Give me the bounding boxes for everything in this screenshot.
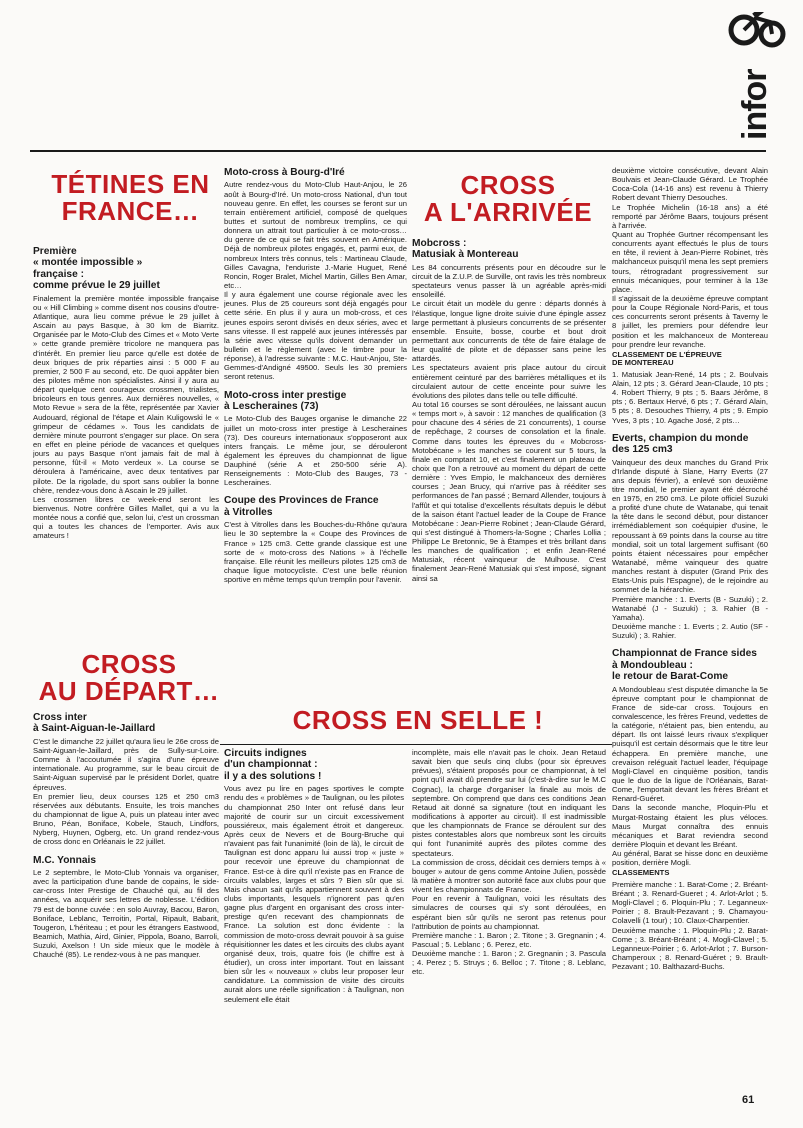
article-head-vitrolles: Coupe des Provinces de France à Vitrolles: [224, 495, 379, 518]
article-head-circuits: Circuits indignes d'un championnat : il y a des solutions !: [224, 748, 322, 782]
article-text-everts: Vainqueur des deux manches du Grand Prix d'Irlande disputé à Slane, Harry Everts (27 ans depuis février), a enlevé son deuxième titre mondial, le premier ayant été décroché en 1975, en 250 cm3. Le pilote officiel Suzuki a profité d'une chute de Watanabe, qui tenait la tête dans le second début, pour distancer irrémédiablement son coéquipier d'usine, le repoussant à 69 points dans la course au titre mondial, soit un total largement suffisant (60 points étaient nécessaires pour empêcher Watanabé, même vainqueur des quatre manches restant à disputer (Grand Prix des Etats-Unis puis l'Espagne), de le rejoindre au sommet de la hiérarchie. Première manche : 1. Everts (B - Suzuki) ; 2. Watanabé (J - Suzuki) ; 3. Rahier (B - Yamaha). Deuxième manche : 1. Everts ; 2. Autio (SF - Suzuki) ; 3. Rahier.: [612, 457, 768, 641]
banner-cross-selle: CROSS EN SELLE !: [292, 705, 544, 735]
banner-cross-depart: CROSS AU DÉPART…: [38, 649, 220, 706]
article-head-mobcross: Mobcross : Matusiak à Montereau: [412, 238, 519, 261]
selle-column-1: [224, 748, 404, 1093]
banner-tetines: TÉTINES EN FRANCE…: [51, 169, 210, 226]
article-text-montee: Finalement la première montée impossible française ou « Hill Climbing » comme disent nos cousins d'outre-Atlantique, aura lieu comme prévue le 29 juillet à Ascain au pays Basque, à 30 km de Biarritz. Organisée par le Moto-Club des Cimes et « Moto Verte » cette grande première tricolore ne manquera pas d'intérêt. En premier lieu parce qu'elle est dotée de deux briques de prix réparties ainsi : 5 000 F au premier, 2 500 F au second, etc. De quoi appâter bien des pilotes même non spécialistes. Ainsi il y aura au départ quelque cent courageux crossmen, trialistes, bricoleurs en tous genres. Aux dernières nouvelles, « Moto Revue » sera de la fête, représentée par Xavier Audouard, régional de l'étape et Alain Kuligowski le « grimpeur de cédames ». Tous les candidats de dernière minute pourront s'engager sur place. On sera en effet en pleine période de vacances et quelques jours au pays Basque n'ont jamais fait de mal à personne, fût-il « Moto verdeux ». La course se déroulera à l'américaine, avec deux tentatives par pilote. De la rigolade, du sport sans oublier la bonne chère, rendez-vous donc à Ascain le 29 juillet. Les crossmen libres ce week-end seront les bienvenus. Notre confrère Gilles Mallet, qui a vu la montée nous a confié que, selon lui, c'est un crossman qui a toutes les chances de l'emporter. Avis aux amateurs !: [33, 293, 219, 541]
article-text-mondoubleau: A Mondoubleau s'est disputée dimanche la 5e épreuve comptant pour le championnat de France de side-car cross. Toujours en convalescence, les frères Freund, vedettes de la catégorie, n'étaient pas, bien entendu, au départ. Ils ont laissé leurs rivaux s'expliquer puisqu'il est certain désormais que le titre leur échappera. En première manche, une crevaison reléguait l'actuel leader, l'équipage Mogli-Clavel en cinquième position, tandis que le duo de la ligue de l'Orléanais, Barat-Come, l'emportait devant les frères Bréant et Renard-Guéret. Dans la seconde manche, Ploquin-Plu et Murgat-Rostaing étaient les plus véloces. Maus Murgat connaîtra des ennuis mécaniques et Barat reviendra second derrière Ploquin et devant les Bréant. Au général, Barat se hisse donc en deuxième position, derrière Mogli.: [612, 684, 768, 868]
infor-logo: [726, 12, 786, 144]
article-text-vitrolles: C'est à Vitrolles dans les Bouches-du-Rhône qu'aura lieu le 30 septembre la « Coupe des Provinces de France » 125 cm3. Cette grande classique est une sorte de « moto-cross des Nations » à l'échelle française. Elle réunit les meilleurs pilotes 125 cm3 de chaque ligue motocycliste. C'est une belle réunion sportive en même temps qu'un tremplin pour l'avenir.: [224, 520, 407, 585]
classements-text: Première manche : 1. Barat-Come ; 2. Bréant-Bréant ; 3. Renard-Gueret ; 4. Arlot-Arlot ; 5. Mogli-Clavel ; 6. Ploquin-Plu ; 7. Leganneux-Poirier ; 8. Brault-Pezavant ; 9. Chamayou-Colavelli (1 tour) ; 10. Claux-Charpentier. Deuxième manche : 1. Ploquin-Plu ; 2. Barat-Come ; 3. Bréant-Bréant ; 4. Mogli-Clavel ; 5. Leganneux-Poirier ; 6. Arlot-Arlot ; 7. Burson-Champeroux ; 8. Renard-Guéret ; 9. Brault-Pezavant ; 10. Balthazard-Buchs.: [612, 879, 768, 972]
article-head-lescheraines: Moto-cross inter prestige à Lescheraines (73): [224, 389, 347, 412]
article-text-circuits: Vous avez pu lire en pages sportives le compte rendu des « problèmes » de Taulignan, ou les pilotes du championnat 250 Inter ont refusé dans leur majorité de courir sur un circuit excessivement poussiéreux, mais également étroit et dangereux. Après ceux de Nevers et de Bourg-Bruche qui n'avaient pas fait l'unanimité (loin de là), le circuit de Taulignan est donc apparu lui aussi trop « juste » pour recevoir une épreuve du championnat de France. Est-ce à dire qu'il n'existe pas en France de circuits valables, larges et sûrs ? Bien sûr que si. Mais chacun sait qu'ils appartiennent souvent à des clubs importants, lesquels n'ignorent pas qu'en gagne plus d'argent en organisant des cross inter-prestige qu'en recevant des championnats de France. La solution est donc évidente : la commission de moto-cross devrait pouvoir à sa guise réquisitionner les dates et les circuits des clubs ayant organisé deux, trois, quatre fois (le chiffre est à étudier), un cross inter important. Tout en laissant bien sûr les « nouveaux » clubs leur proposer leur candidature. La commission de visite des circuits aurait alors une réelle signification : à Taulignan, non seulement elle était: [224, 784, 404, 1004]
column-1-bottom: [33, 712, 219, 1102]
article-text-circuits-cont: incomplète, mais elle n'avait pas le choix. Jean Retaud savait bien que seuls cinq clubs (pour six épreuves prévues), s'étaient proposés pour ce championnat, à tel point qu'il avait dû prendre sur lui (c'est-à-dire sur le M.C Cognac), la charge d'organiser la finale au mois de septembre. On comprend que dans ces conditions Jean Retaud ait donné sa signature (tout en indiquant les modifications à apporter au circuit). Il est inadmissible que les championnats de France se déroulent sur des pistes contestables alors que nombreux sont les circuits qui font l'unanimité auprès des pilotes comme des spectateurs. La commission de cross, décidait ces derniers temps à « bouger » autour de gens comme Antoine Julien, possède là matière à montrer son autorité face aux clubs pour que vivent les championnats de France. Pour en revenir à Taulignan, voici les résultats des simulacres de courses qui s'y sont déroulées, en espérant bien sûr qu'ils ne seront pas retenus pour l'attribution de points au championnat. Première manche : 1. Baron ; 2. Titone ; 3. Gregnanin ; 4. Pascual ; 5. Leblanc ; 6. Perez, etc. Deuxième manche : 1. Baron ; 2. Gregnanin ; 3. Pascula ; 4. Perez ; 5. Struys ; 6. Belloc ; 7. Titone ; 8. Leblanc, etc.: [412, 748, 606, 977]
column-2: [224, 167, 407, 697]
article-text-mobcross: Les 84 concurrents présents pour en découdre sur le circuit de la Z.U.P. de Surville, ont ravis les très nombreux spectateurs venus passer là un agréable après-midi ensoleillé. Le circuit était un modèle du genre : départs donnés à l'élastique, longue ligne droite suivie d'une épingle assez large permettant à plusieurs concurrents de se présenter ensemble. Ensuite, bosse, courbe et bout droit permettant aux concurrents de tête de faire étalage de leur qualité de pilote et de dépasser sans peine les attardés. Les spectateurs avaient pris place autour du circuit entièrement ceinturé par des barrières métalliques et ils circulaient autour de cette enceinte pour suivre les évolutions des pilotes dans telle ou telle difficulté. Au total 16 courses se sont déroulées, ne laissant aucun « temps mort », à savoir : 12 manches de qualification (3 pour chacune des 4 séries de 21 concurrents), 1 course de repêchage, 2 courses de consolation et la finale. Comme dans toutes les épreuves du « Mobcross-Motobécane » les manches se courent sur 5 tours, la finale en comptant 10, et c'est finalement un plateau de choix que l'on a retrouvé au moment du départ de cette dernière : Yves Empio, le malchanceux des dernières courses ; Jean Brucy, qui n'arrive pas à rééditer ses performances de l'an passé ; Bernard Allender, toujours à l'affût et qui totalise d'excellents résultats depuis le début de la saison étant l'actuel leader de la Coupe de France Motobécane : Jean-Pierre Robinet ; Jean-Claude Gérard, qui s'est distingué à Thomers-la-Sogne ; Charles Lollia ; Philippe Le Bretonnic, 9e à Étampes et très brillant dans les manches de qualification ; et enfin Jean-René Matusiak, récent vainqueur de Mulhouse. C'est finalement Jean-René Matusiak qui s'est imposé, signant ainsi sa: [412, 262, 606, 583]
banner-cross-arrivee: CROSS A L'ARRIVÉE: [423, 170, 593, 227]
article-text-saint-aiguan: C'est le dimanche 22 juillet qu'aura lieu le 26e cross de Saint-Aiguan-le-Jaillard, près de Sully-sur-Loire. Comme à l'accoutumée il s'agira d'une épreuve internationale. Au programme, sur le beau circuit de Saint-Aiguan supervisé par le président Dorlet, quatre épreuves. En premier lieu, deux courses 125 et 250 cm3 réservées aux débutants. Ensuite, les trois manches du championnat de ligue A, puis un plateau inter avec Bruno, Péan, Boniface, Kobele, Stauch, Lindfors, Nyberg, Huynen, Ogberg, etc. Un grand rendez-vous de cross donc en Orléanais le 22 juillet.: [33, 736, 219, 847]
column-4: [612, 166, 768, 1086]
page-number: 61: [742, 1094, 755, 1106]
article-head-everts: Everts, champion du monde des 125 cm3: [612, 432, 749, 456]
selle-column-2: [412, 748, 606, 1093]
classement-montereau-text: 1. Matusiak Jean-René, 14 pts ; 2. Boulvais Alain, 12 pts ; 3. Gérard Jean-Claude, 10 pts ; 4. Robert Thierry, 9 pts ; 5. Baars Jérôme, 8 pts ; 6. Bertaux Hervé, 6 pts ; 7. Gérard Alain, 5 pts ; 8. Desouches Thierry, 4 pts ; 9. Empio Yves, 3 pts ; 10. Agache José, 2 pts…: [612, 369, 768, 425]
article-text-lescheraines: Le Moto-Club des Bauges organise le dimanche 22 juillet un moto-cross inter prestige à Lescheraines (73). Des coureurs internationaux s'opposeront aux inters français. Le même jour, se dérouleront également les épreuves du championnat de ligue Dauphiné (série A et 250-500 série A). Renseignements : Moto-Club des Bauges, 73 - Lescheraines.: [224, 414, 407, 488]
article-head-mondoubleau: Championnat de France sides à Mondoubleau : le retour de Barat-Come: [612, 648, 757, 683]
article-text-yonnais: Le 2 septembre, le Moto-Club Yonnais va organiser, avec la participation d'une bande de copains, le side-car-cross Inter Prestige de Chauché qui, au fil des années, va acquérir ses lettres de noblesse. L'édition 79 est de bonne cuvée : en solo Auvray, Bacou, Baron, Boniface, Leblanc, Terroitin, Portal, Ripault, Babarit, Tougeron, L'hériteau ; et pour les étrangers Eastwood, Beamich, Mathia, Aird, Ginier, Pippola, Boano, Barroli, Suzuki, Axelson ! Un side mieux que le modèle à Chauché (85). Le rendez-vous à ne pas manquer.: [33, 867, 219, 960]
article-head-montee: Première « montée impossible » française : comme prévue le 29 juillet: [33, 246, 160, 292]
classements-head: CLASSEMENTS: [612, 868, 670, 878]
article-head-bourg-dire: Moto-cross à Bourg-d'Iré: [224, 167, 345, 178]
column-3: [412, 238, 606, 698]
infor-logo-text: infor: [736, 69, 774, 140]
article-head-saint-aiguan: Cross inter à Saint-Aiguan-le-Jaillard: [33, 712, 156, 735]
article-text-mobcross-cont: deuxième victoire consécutive, devant Alain Boulvais et Jean-Claude Gérard. Le Trophée Coca-Cola (14-16 ans) est revenu à Thierry Robert devant Thierry Desouches. Le Trophée Michelin (16-18 ans) a été remporté par Jérôme Baars, toujours présent à l'arrivée. Quant au Trophée Gurtner récompensant les concurrents ayant effectués le plus de tours en tête, il revient à Jean-Pierre Robinet, très malchanceux puisqu'il mena les sept premiers tours, rétrogradant progressivement sur ennuis mécaniques, pour terminer à la 13e place. Il s'agissait de la deuxième épreuve comptant pour la Coupe Régionale Nord-Paris, et tous ces concurrents seront présents à Taverny le 8 juillet, les premiers pour défendre leur position et les malchanceux de Montereau pour prendre leur revanche.: [612, 166, 768, 349]
selle-rule: [220, 744, 612, 745]
column-1-top: [33, 246, 219, 656]
top-rule: [30, 150, 766, 152]
classement-montereau-head: CLASSEMENT DE L'ÉPREUVE DE MONTEREAU: [612, 349, 722, 368]
article-text-bourg-dire: Autre rendez-vous du Moto-Club Haut-Anjou, le 26 août à Bourg-d'Iré. Un moto-cross National, d'un tout nouveau genre. En effet, les courses se feront sur un terrain entièrement artificiel, composé de quelques buttes et surtout de nombreux tremplins, ce qui donnera un attrait tout particulier à ce moto-cross… du genre de ce qui se fait très souvent en Amérique. Déjà de nombreux pilotes engagés, et, parmi eux, de nombreux Inters très connus, tels : Martineau Claude, Gilles Cavagna, l'enduriste J.-Marie Huguet, René Roncin, Roger Bralet, Michel Martin, Gilles Ben Amar, etc… Il y aura également une course régionale avec les jeunes. Plus de 25 coureurs sont déjà engagés pour cette série. En plus il y aura un mob-cross, et ces jeunes espoirs seront divisés en deux séries, avec et sans vitesse. Il est rappelé aux jeunes intéressés par la série avec vitesse qu'ils doivent demander un bulletin et le règlement (avec le timbre pour la réponse), à l'adresse suivante : M.C. Haut-Anjou, Ste-Gemmes-d'Andigné 49500. Seuls les 30 premiers seront retenus.: [224, 180, 407, 382]
article-head-yonnais: M.C. Yonnais: [33, 854, 97, 866]
